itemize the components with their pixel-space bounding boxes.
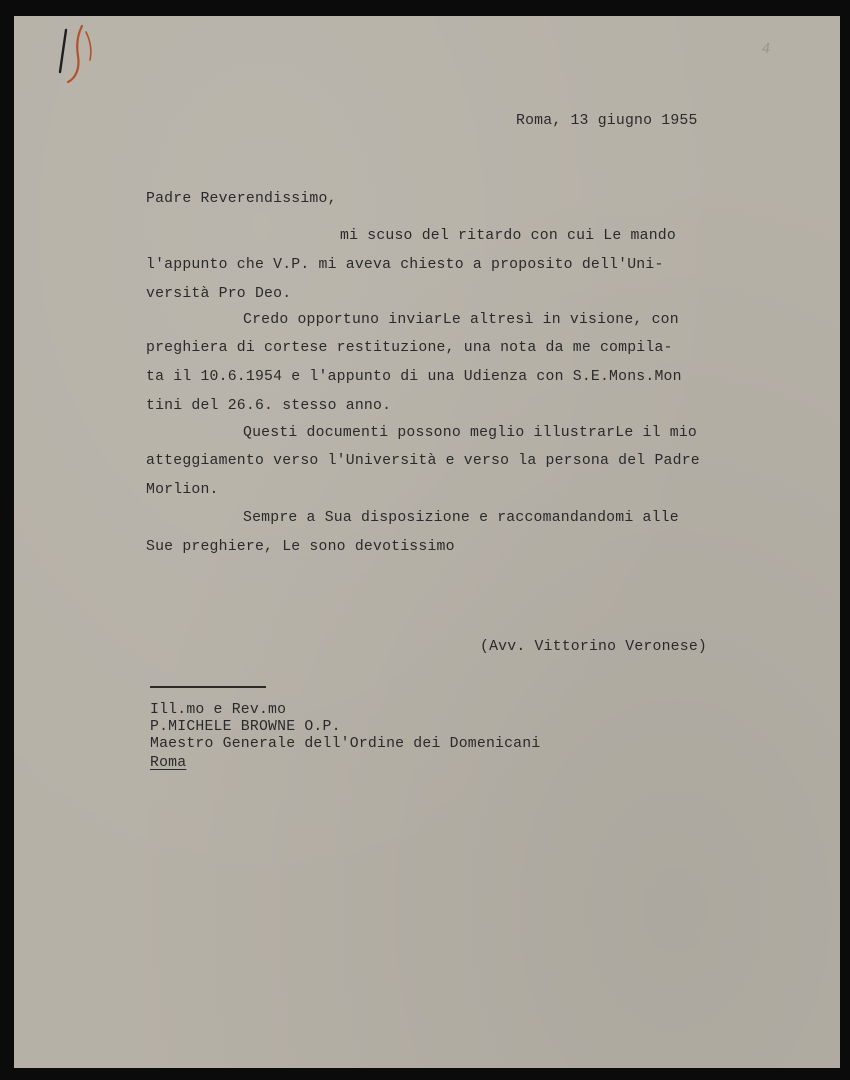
body-line: preghiera di cortese restituzione, una nota da me compila- (146, 340, 673, 356)
addressee-name: P.MICHELE BROWNE O.P. (150, 719, 341, 735)
body-line: tini del 26.6. stesso anno. (146, 398, 392, 414)
divider-rule (150, 686, 266, 688)
body-line: Sempre a Sua disposizione e raccomandandomi alle (243, 510, 679, 526)
body-line: Credo opportuno inviarLe altresì in visione, con (243, 312, 679, 328)
body-line: mi scuso del ritardo con cui Le mando (340, 228, 676, 244)
addressee-title: Maestro Generale dell'Ordine dei Domenicani (150, 736, 541, 752)
body-line: versità Pro Deo. (146, 286, 292, 302)
body-line: Questi documenti possono meglio illustrarLe il mio (243, 425, 697, 441)
handwritten-pencil-mark (52, 22, 112, 92)
addressee-honorific: Ill.mo e Rev.mo (150, 702, 287, 718)
archive-page-number: 4 (762, 42, 771, 57)
signature: (Avv. Vittorino Veronese) (480, 639, 707, 655)
body-line: Morlion. (146, 482, 219, 498)
body-line: ta il 10.6.1954 e l'appunto di una Udienza con S.E.Mons.Mon (146, 369, 682, 385)
salutation: Padre Reverendissimo, (146, 191, 337, 207)
body-line: Sue preghiere, Le sono devotissimo (146, 539, 455, 555)
dateline: Roma, 13 giugno 1955 (516, 113, 698, 129)
addressee-city: Roma (150, 755, 187, 771)
body-line: atteggiamento verso l'Università e verso la persona del Padre (146, 453, 700, 469)
body-line: l'appunto che V.P. mi aveva chiesto a proposito dell'Uni- (146, 257, 664, 273)
